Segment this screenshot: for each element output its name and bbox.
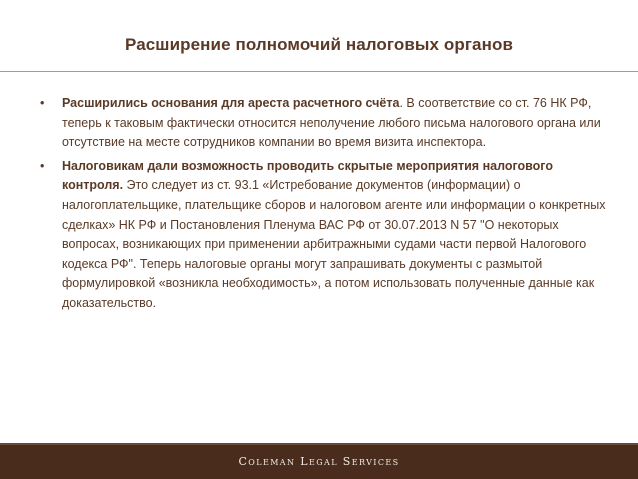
bullet-lead-text: Налоговикам дали возможность проводить скрытые мероприятия налогового контроля.: [62, 158, 553, 193]
bullet-body-text: Это следует из ст. 93.1 «Истребование документов (информации) о налогоплательщике, плательщике сборов и налоговом агенте или информации о конкретных сделках» НК РФ и Постановления Пленума ВАС РФ от 30.07.2013 N 57 "О некоторых вопросах, возникающих при применении арбитражными судами части первой Налогового кодекса РФ". Теперь налоговые органы могут запрашивать документы с размытой формулировкой «возникла необходимость», а потом использовать полученные данные как доказательство.: [62, 178, 606, 310]
title-divider: [0, 71, 638, 72]
slide-title: Расширение полномочий налоговых органов: [124, 35, 514, 54]
bullet-marker: •: [40, 158, 45, 173]
bullet-body-text: . В соответствие со ст. 76 НК РФ, теперь к таковым фактически относится неполучение любого письма налогового органа или отсутствие на месте сотрудников компании во время визита инспектора.: [62, 96, 601, 150]
bullet-list: [40, 94, 608, 318]
bullet-marker: •: [40, 96, 45, 110]
bullet-item-arrest: [40, 94, 608, 153]
bullet-lead-text: Расширились основания для ареста расчетного счёта: [62, 96, 400, 110]
footer-bar: [0, 443, 638, 479]
bullet-item-hidden-control: [40, 157, 608, 314]
footer-brand: Coleman Legal Services: [238, 455, 400, 468]
